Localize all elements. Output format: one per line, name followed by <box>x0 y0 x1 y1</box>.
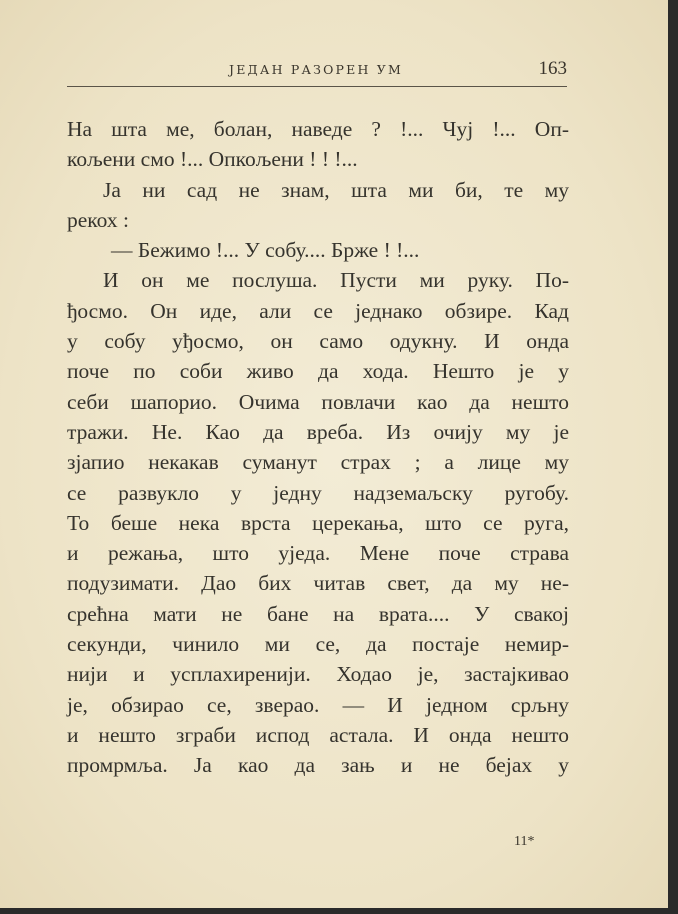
text-line: зјапио некакав суманут страх ; а лице му <box>67 450 569 475</box>
signature-mark: 11* <box>514 834 535 849</box>
text-line: На шта ме, болан, наведе ? !... Чуј !... Оп- <box>67 117 569 141</box>
page-header <box>67 58 567 80</box>
text-line: То беше нека врста церекања, што се руга, <box>67 510 569 535</box>
text-line: секунди, чинило ми се, да постаје немир- <box>67 632 569 657</box>
text-line: Ја ни сад не знам, шта ми би, те му <box>103 177 569 202</box>
text-line: промрмља. Ја као да зањ и не бејах у <box>67 753 569 778</box>
text-line: нији и усплахиренији. Ходао је, застајкивао <box>67 662 569 687</box>
body-text <box>67 114 569 781</box>
text-line: и режања, што уједа. Мене поче страва <box>67 541 569 566</box>
text-line: се развукло у једну надземаљску ругобу. <box>67 480 569 505</box>
text-line: је, обзирао се, зверао. — И једном срљну <box>67 692 569 717</box>
text-line: кољени смо !... Опкољени ! ! !... <box>67 147 358 172</box>
text-line: поче по соби живо да хода. Нешто је у <box>67 359 569 384</box>
text-line: срећна мати не бане на врата.... У свакој <box>67 601 569 626</box>
text-line: И он ме послуша. Пусти ми руку. По- <box>103 268 569 293</box>
text-line: тражи. Не. Као да вреба. Из очију му је <box>67 419 569 444</box>
page-number: 163 <box>538 58 567 79</box>
text-line: рекох : <box>67 207 129 232</box>
text-line: ђосмо. Он иде, али се једнако обзире. Кад <box>67 298 569 323</box>
header-rule <box>67 86 567 87</box>
text-line: — Бежимо !... У собу.... Брже ! !... <box>111 238 420 263</box>
text-line: у собу уђосмо, он само одукну. И онда <box>67 329 569 354</box>
text-line: подузимати. Дао бих читав свет, да му не- <box>67 571 569 596</box>
text-line: себи шапорио. Очима повлачи као да нешто <box>67 389 569 414</box>
running-title: ЈЕДАН РАЗОРЕН УМ <box>229 62 403 77</box>
text-line: и нешто зграби испод астала. И онда нешто <box>67 722 569 747</box>
